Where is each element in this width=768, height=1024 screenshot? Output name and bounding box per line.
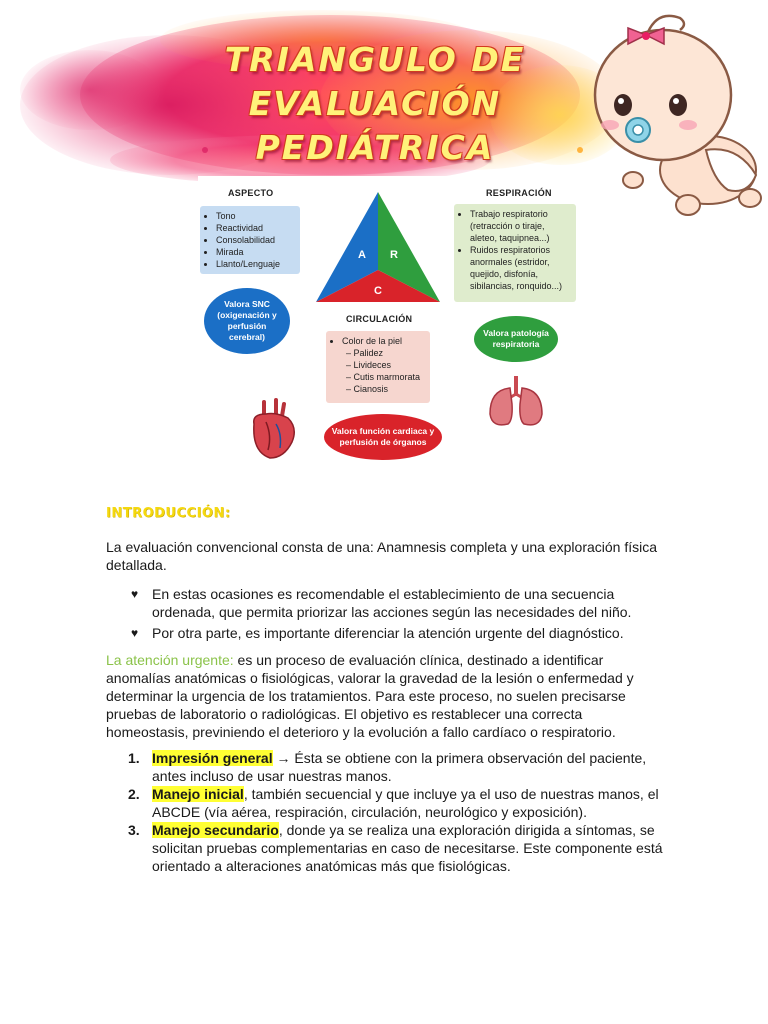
list-item: – Livideces [346, 360, 392, 370]
steps-list [106, 749, 666, 875]
step-number: 2. [128, 786, 140, 802]
step-text: , también secuencial y que incluye ya el uso de nuestras manos, el ABCDE (vía aérea, respiración, circulación, neurológico y exposición). [152, 786, 659, 820]
baby-illustration [588, 0, 768, 224]
step-label: Impresión general [152, 750, 273, 766]
oval-cardiaca: Valora función cardiaca y perfusión de órganos [324, 414, 442, 460]
triangle-label-a: A [358, 249, 366, 261]
aspecto-box [200, 206, 300, 274]
list-item: – Cutis marmorata [346, 372, 421, 382]
list-item: • Reactividad [216, 222, 294, 234]
step-label: Manejo secundario [152, 822, 279, 838]
list-item [106, 785, 666, 821]
urgent-paragraph [106, 651, 666, 741]
triangle-label-r: R [390, 249, 398, 261]
circulacion-title: CIRCULACIÓN [346, 314, 413, 324]
step-text: → Ésta se obtiene con la primera observación del paciente, antes incluso de usar nuestras manos. [152, 750, 647, 784]
respiracion-box [454, 204, 576, 302]
urgent-label: La atención urgente: [106, 652, 234, 668]
bullet-list [106, 585, 666, 645]
list-item [106, 624, 666, 642]
list-item: • Trabajo respiratorio (retracción o tiraje, aleteo, taquipnea...) [470, 208, 570, 244]
pediatric-triangle-figure [198, 176, 580, 462]
heart-bullet-icon: ♥ [131, 587, 139, 601]
intro-paragraph: La evaluación convencional consta de una: Anamnesis completa y una exploración física detallada. [106, 539, 658, 573]
section-heading: INTRODUCCIÓN: [106, 506, 231, 521]
list-item [106, 585, 666, 621]
step-number: 1. [128, 750, 140, 766]
triangle-label-c: C [374, 285, 382, 297]
page-header [0, 0, 768, 200]
urgent-text: es un proceso de evaluación clínica, destinado a identificar anomalías anatómicas o fisiológicas, valorar la gravedad de la lesión o enfermedad y determinar la urgencia de los tratamientos. Para este proceso, no suelen precisarse pruebas de laboratorio o radiológicas. El objetivo es restablecer una correcta homeostasis, previniendo el deterioro y la evolución a fallo cardíaco o respiratorio. [106, 652, 634, 740]
title-line-1: TRIANGULO DE [224, 40, 526, 79]
list-item: • Mirada [216, 246, 294, 258]
list-item: • Tono [216, 210, 294, 222]
step-number: 3. [128, 822, 140, 838]
title-line-2: EVALUACIÓN PEDIÁTRICA [248, 84, 502, 167]
list-item: • Consolabilidad [216, 234, 294, 246]
list-item: • Color de la piel [342, 335, 424, 347]
list-item: • Llanto/Lenguaje [216, 258, 294, 270]
bullet-text: Por otra parte, es importante diferenciar la atención urgente del diagnóstico. [152, 625, 624, 641]
list-item: • Ruidos respiratorios anormales (estridor, quejido, disfonía, sibilancias, ronquido...) [470, 244, 570, 292]
circulacion-box [326, 331, 430, 403]
respiracion-title: RESPIRACIÓN [486, 188, 552, 198]
list-item: – Palidez [346, 348, 384, 358]
lungs-icon [486, 374, 546, 430]
heart-organ-icon [246, 398, 298, 460]
page-title [140, 38, 610, 170]
list-item [106, 749, 666, 785]
oval-snc: Valora SNC (oxigenación y perfusión cerebral) [204, 288, 290, 354]
oval-respiratoria: Valora patología respiratoria [474, 316, 558, 362]
aspecto-title: ASPECTO [228, 188, 274, 198]
step-label: Manejo inicial [152, 786, 244, 802]
heart-bullet-icon: ♥ [131, 626, 139, 640]
list-item: – Cianosis [346, 384, 389, 394]
step-text: , donde ya se realiza una exploración dirigida a síntomas, se solicitan pruebas complementarias en caso de necesitarse. Este componente está orientado a alteraciones anatómicas más que fisiológicas. [152, 822, 663, 874]
abc-triangle [312, 190, 444, 306]
list-item [106, 821, 666, 875]
bullet-text: En estas ocasiones es recomendable el establecimiento de una secuencia ordenada, que permita priorizar las acciones según las necesidades del niño. [152, 586, 632, 620]
